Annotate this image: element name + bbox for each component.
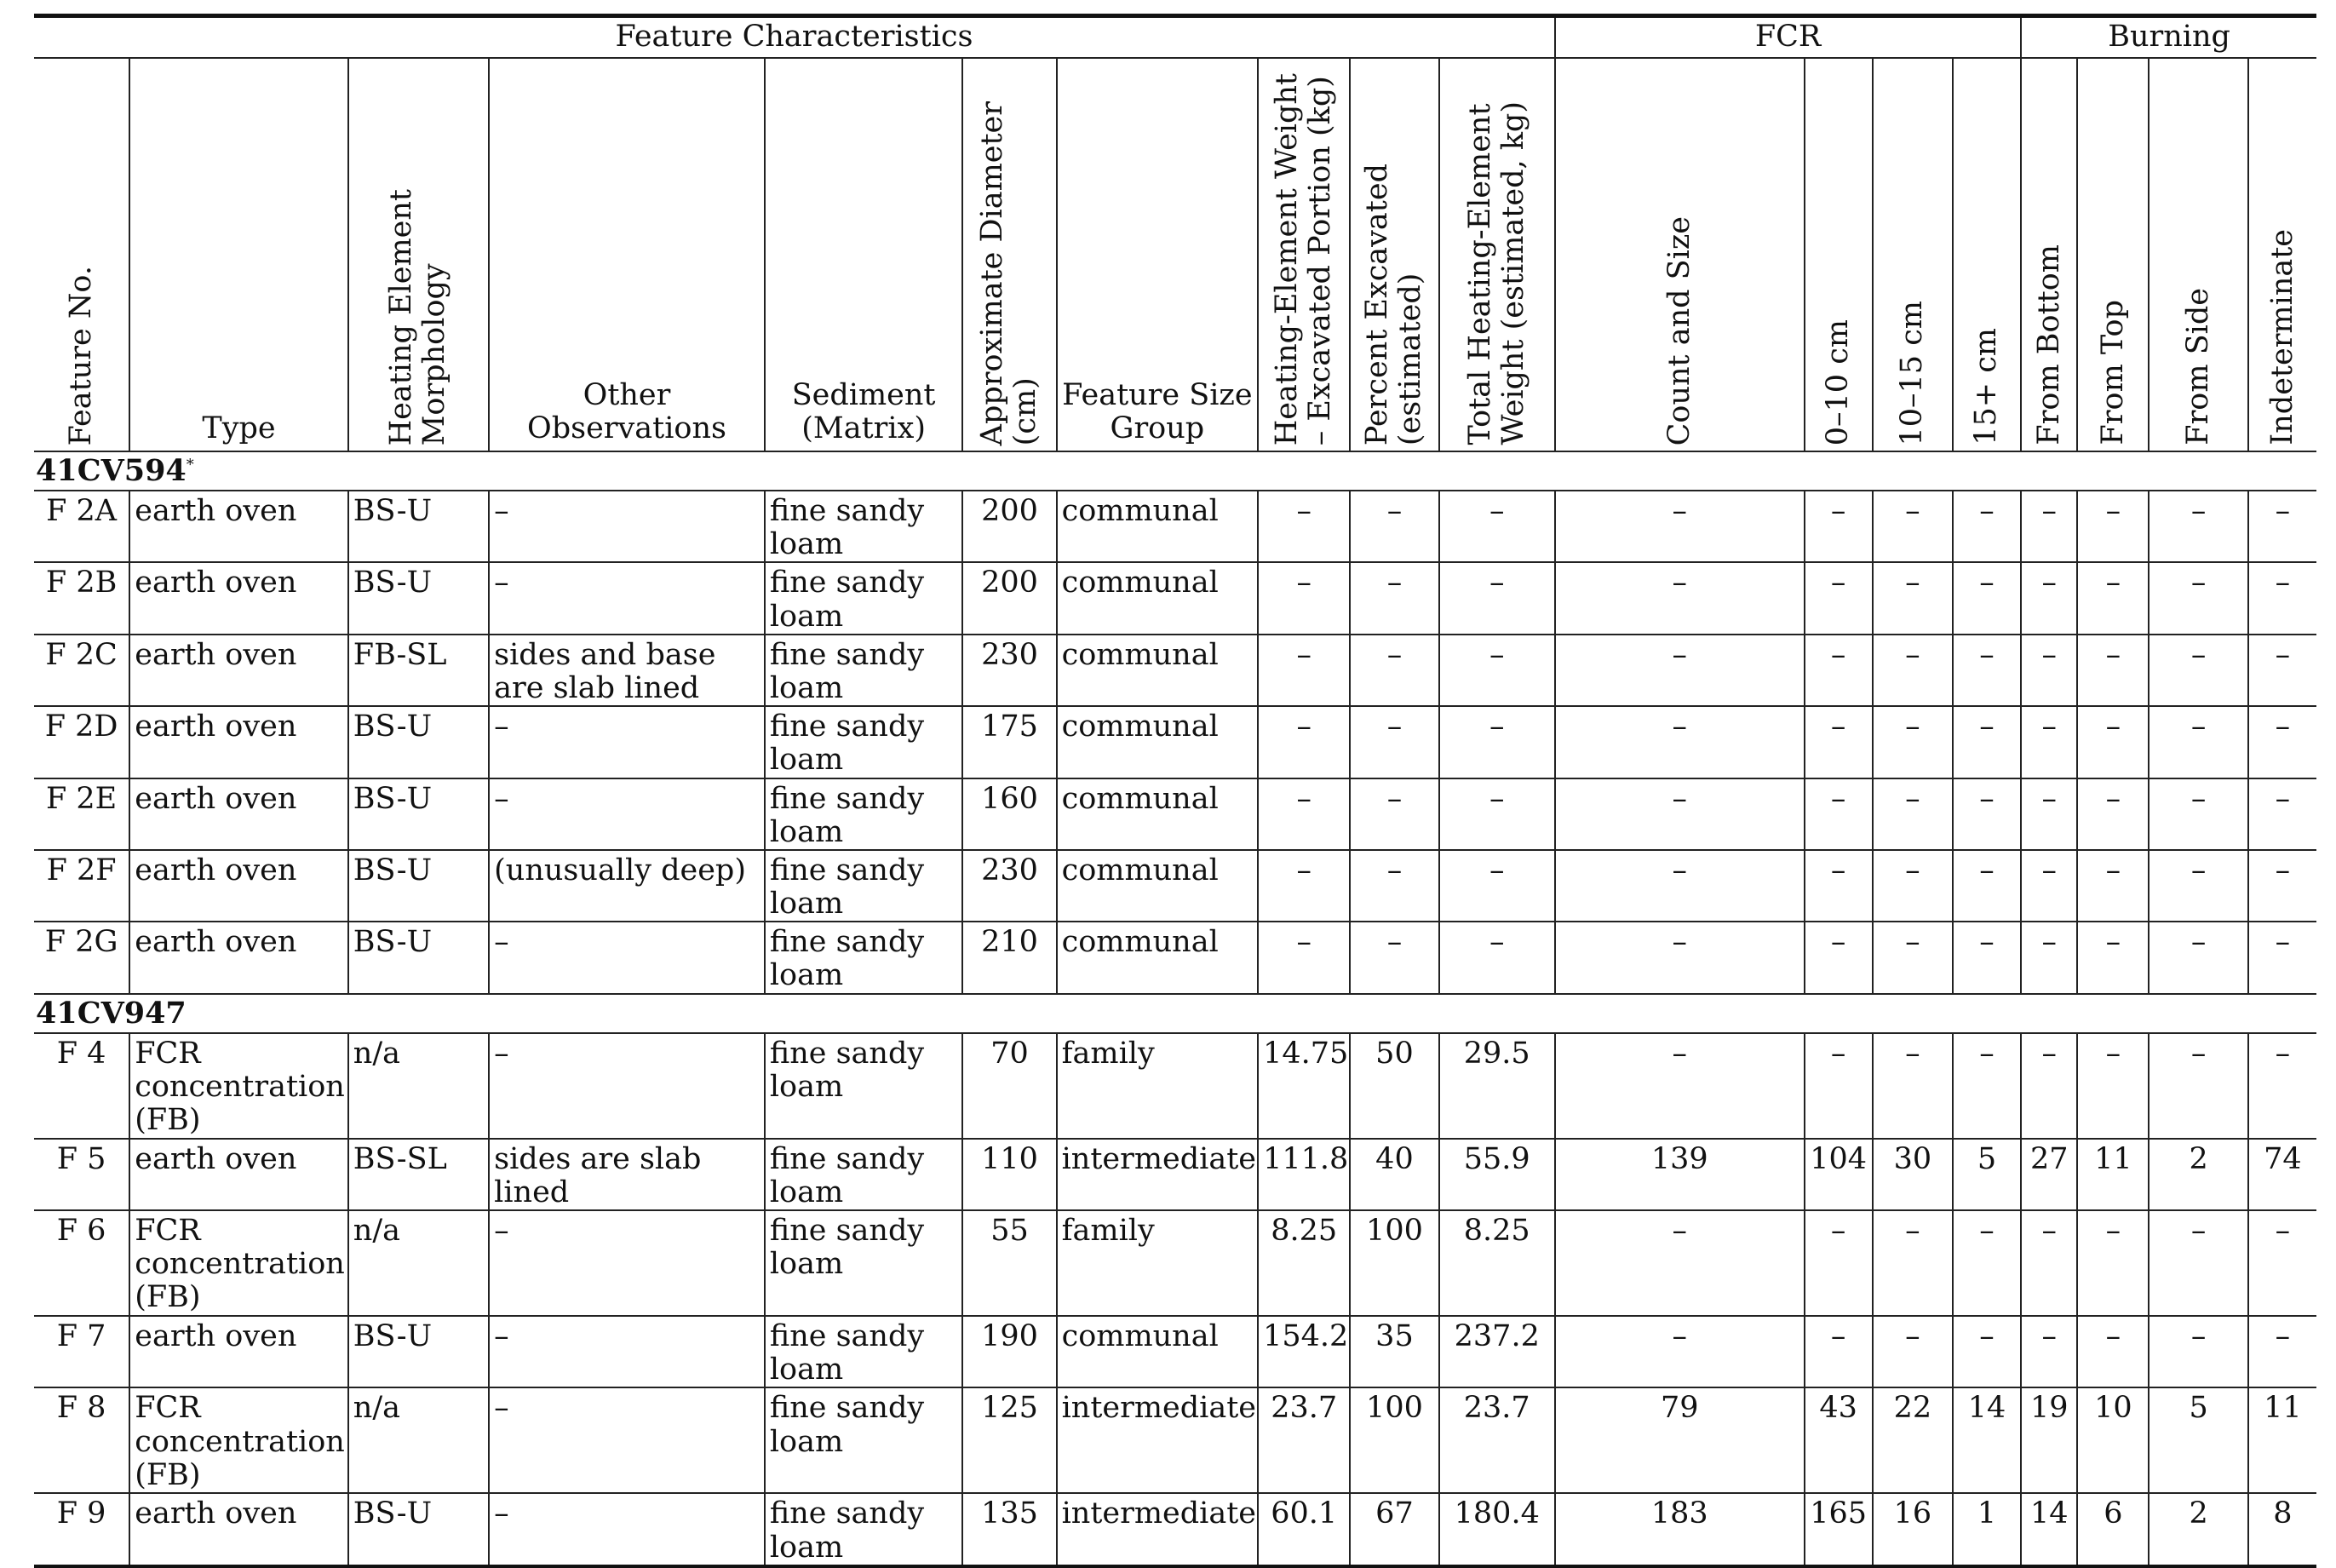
- cell-other-observations: –: [489, 1493, 765, 1565]
- cell-weight-excavated: –: [1258, 850, 1350, 922]
- cell-diameter: 230: [962, 850, 1056, 922]
- cell-0-10: –: [1805, 1210, 1873, 1316]
- table-row: [34, 706, 2316, 778]
- cell-from-bottom: 14: [2021, 1493, 2077, 1565]
- cell-count-size: –: [1555, 850, 1805, 922]
- group-fcr: FCR: [1555, 16, 2021, 59]
- cell-type: earth oven: [129, 635, 348, 706]
- cell-percent-excavated: –: [1350, 491, 1438, 562]
- cell-from-side: 2: [2149, 1493, 2247, 1565]
- cell-indeterminate: –: [2248, 491, 2316, 562]
- cell-other-observations: –: [489, 1033, 765, 1139]
- cell-0-10: –: [1805, 562, 1873, 634]
- cell-indeterminate: –: [2248, 562, 2316, 634]
- table-body: [34, 451, 2316, 1566]
- table-row: [34, 1493, 2316, 1565]
- cell-from-top: 10: [2077, 1387, 2149, 1493]
- cell-total-weight: 29.5: [1439, 1033, 1555, 1139]
- cell-from-top: –: [2077, 1033, 2149, 1139]
- cell-from-bottom: –: [2021, 778, 2077, 850]
- cell-15-plus: –: [1953, 1033, 2021, 1139]
- cell-other-observations: –: [489, 1316, 765, 1387]
- cell-other-observations: sides and base are slab lined: [489, 635, 765, 706]
- cell-15-plus: –: [1953, 922, 2021, 993]
- cell-from-side: –: [2149, 706, 2247, 778]
- cell-feature-no: F 2E: [34, 778, 129, 850]
- cell-weight-excavated: 154.2: [1258, 1316, 1350, 1387]
- cell-count-size: 79: [1555, 1387, 1805, 1493]
- cell-indeterminate: –: [2248, 922, 2316, 993]
- cell-count-size: –: [1555, 635, 1805, 706]
- cell-sediment: fine sandy loam: [765, 562, 963, 634]
- table-row: [34, 562, 2316, 634]
- cell-from-top: –: [2077, 706, 2149, 778]
- cell-feature-no: F 6: [34, 1210, 129, 1316]
- cell-type: FCR concentration (FB): [129, 1387, 348, 1493]
- cell-from-bottom: –: [2021, 706, 2077, 778]
- cell-sediment: fine sandy loam: [765, 850, 963, 922]
- cell-morphology: BS-SL: [348, 1139, 489, 1210]
- cell-10-15: –: [1873, 850, 1953, 922]
- cell-from-side: –: [2149, 1316, 2247, 1387]
- cell-morphology: BS-U: [348, 491, 489, 562]
- cell-diameter: 55: [962, 1210, 1056, 1316]
- cell-from-bottom: –: [2021, 922, 2077, 993]
- cell-size-group: communal: [1057, 706, 1259, 778]
- cell-morphology: n/a: [348, 1210, 489, 1316]
- cell-other-observations: (unusually deep): [489, 850, 765, 922]
- cell-indeterminate: –: [2248, 850, 2316, 922]
- cell-15-plus: 1: [1953, 1493, 2021, 1565]
- cell-from-top: –: [2077, 635, 2149, 706]
- col-feature-no: Feature No.: [34, 58, 129, 451]
- cell-diameter: 210: [962, 922, 1056, 993]
- cell-10-15: –: [1873, 922, 1953, 993]
- cell-size-group: communal: [1057, 922, 1259, 993]
- cell-total-weight: –: [1439, 491, 1555, 562]
- cell-10-15: –: [1873, 1033, 1953, 1139]
- cell-count-size: –: [1555, 706, 1805, 778]
- cell-from-bottom: –: [2021, 850, 2077, 922]
- cell-weight-excavated: –: [1258, 706, 1350, 778]
- cell-weight-excavated: –: [1258, 562, 1350, 634]
- cell-diameter: 160: [962, 778, 1056, 850]
- cell-from-side: –: [2149, 562, 2247, 634]
- col-from-side: From Side: [2149, 58, 2247, 451]
- cell-10-15: –: [1873, 491, 1953, 562]
- cell-size-group: intermediate: [1057, 1139, 1259, 1210]
- cell-10-15: 22: [1873, 1387, 1953, 1493]
- cell-sediment: fine sandy loam: [765, 491, 963, 562]
- cell-percent-excavated: –: [1350, 706, 1438, 778]
- col-type: Type: [129, 58, 348, 451]
- cell-feature-no: F 2D: [34, 706, 129, 778]
- cell-morphology: n/a: [348, 1387, 489, 1493]
- cell-count-size: –: [1555, 491, 1805, 562]
- cell-sediment: fine sandy loam: [765, 1316, 963, 1387]
- cell-morphology: n/a: [348, 1033, 489, 1139]
- cell-diameter: 125: [962, 1387, 1056, 1493]
- table-row: [34, 1210, 2316, 1316]
- cell-from-top: –: [2077, 850, 2149, 922]
- cell-indeterminate: 74: [2248, 1139, 2316, 1210]
- cell-size-group: communal: [1057, 562, 1259, 634]
- site-name: 41CV947: [36, 995, 187, 1031]
- cell-total-weight: –: [1439, 778, 1555, 850]
- cell-15-plus: 5: [1953, 1139, 2021, 1210]
- cell-from-top: 11: [2077, 1139, 2149, 1210]
- cell-percent-excavated: –: [1350, 778, 1438, 850]
- cell-10-15: 16: [1873, 1493, 1953, 1565]
- cell-from-side: –: [2149, 1033, 2247, 1139]
- cell-from-bottom: –: [2021, 562, 2077, 634]
- group-burning: Burning: [2021, 16, 2316, 59]
- cell-from-side: –: [2149, 491, 2247, 562]
- cell-other-observations: –: [489, 1210, 765, 1316]
- cell-diameter: 135: [962, 1493, 1056, 1565]
- cell-percent-excavated: 100: [1350, 1387, 1438, 1493]
- col-weight-excavated: Heating-Element Weight – Excavated Portion (kg): [1258, 58, 1350, 451]
- cell-from-side: –: [2149, 850, 2247, 922]
- cell-indeterminate: 8: [2248, 1493, 2316, 1565]
- table-row: [34, 1139, 2316, 1210]
- cell-from-top: –: [2077, 491, 2149, 562]
- cell-size-group: intermediate: [1057, 1493, 1259, 1565]
- feature-table: [34, 14, 2316, 1568]
- cell-morphology: BS-U: [348, 922, 489, 993]
- cell-from-bottom: –: [2021, 1316, 2077, 1387]
- cell-0-10: –: [1805, 635, 1873, 706]
- cell-type: earth oven: [129, 491, 348, 562]
- cell-count-size: 139: [1555, 1139, 1805, 1210]
- col-from-bottom: From Bottom: [2021, 58, 2077, 451]
- cell-total-weight: –: [1439, 850, 1555, 922]
- cell-0-10: 104: [1805, 1139, 1873, 1210]
- cell-from-top: –: [2077, 1210, 2149, 1316]
- cell-type: earth oven: [129, 922, 348, 993]
- cell-diameter: 110: [962, 1139, 1056, 1210]
- cell-total-weight: –: [1439, 635, 1555, 706]
- cell-10-15: –: [1873, 562, 1953, 634]
- cell-weight-excavated: 8.25: [1258, 1210, 1350, 1316]
- cell-weight-excavated: 60.1: [1258, 1493, 1350, 1565]
- cell-type: earth oven: [129, 1493, 348, 1565]
- cell-15-plus: –: [1953, 1316, 2021, 1387]
- cell-sediment: fine sandy loam: [765, 1139, 963, 1210]
- cell-type: earth oven: [129, 562, 348, 634]
- cell-feature-no: F 9: [34, 1493, 129, 1565]
- cell-15-plus: –: [1953, 635, 2021, 706]
- cell-0-10: –: [1805, 922, 1873, 993]
- cell-15-plus: –: [1953, 562, 2021, 634]
- cell-type: earth oven: [129, 1316, 348, 1387]
- col-diameter: Approximate Diameter (cm): [962, 58, 1056, 451]
- cell-other-observations: –: [489, 1387, 765, 1493]
- cell-sediment: fine sandy loam: [765, 1493, 963, 1565]
- cell-count-size: –: [1555, 1033, 1805, 1139]
- cell-size-group: communal: [1057, 635, 1259, 706]
- cell-from-side: –: [2149, 635, 2247, 706]
- cell-size-group: communal: [1057, 1316, 1259, 1387]
- cell-10-15: –: [1873, 706, 1953, 778]
- cell-15-plus: –: [1953, 850, 2021, 922]
- cell-from-side: 5: [2149, 1387, 2247, 1493]
- cell-size-group: communal: [1057, 850, 1259, 922]
- col-morphology: Heating Element Morphology: [348, 58, 489, 451]
- cell-10-15: –: [1873, 635, 1953, 706]
- col-percent-excavated: Percent Excavated (estimated): [1350, 58, 1438, 451]
- cell-15-plus: –: [1953, 706, 2021, 778]
- col-other-observations: Other Observations: [489, 58, 765, 451]
- cell-feature-no: F 2F: [34, 850, 129, 922]
- cell-feature-no: F 2C: [34, 635, 129, 706]
- cell-sediment: fine sandy loam: [765, 922, 963, 993]
- site-name: 41CV594: [36, 453, 187, 488]
- cell-size-group: intermediate: [1057, 1387, 1259, 1493]
- cell-total-weight: –: [1439, 706, 1555, 778]
- cell-morphology: BS-U: [348, 1316, 489, 1387]
- cell-other-observations: –: [489, 922, 765, 993]
- cell-weight-excavated: 14.75: [1258, 1033, 1350, 1139]
- cell-from-bottom: –: [2021, 491, 2077, 562]
- cell-weight-excavated: –: [1258, 491, 1350, 562]
- group-feature-characteristics: Feature Characteristics: [34, 16, 1555, 59]
- cell-sediment: fine sandy loam: [765, 1210, 963, 1316]
- cell-size-group: communal: [1057, 491, 1259, 562]
- cell-count-size: –: [1555, 922, 1805, 993]
- col-from-top: From Top: [2077, 58, 2149, 451]
- cell-indeterminate: –: [2248, 706, 2316, 778]
- cell-indeterminate: –: [2248, 778, 2316, 850]
- cell-15-plus: 14: [1953, 1387, 2021, 1493]
- cell-diameter: 190: [962, 1316, 1056, 1387]
- cell-from-side: –: [2149, 922, 2247, 993]
- cell-size-group: family: [1057, 1210, 1259, 1316]
- cell-from-bottom: –: [2021, 1210, 2077, 1316]
- cell-0-10: 165: [1805, 1493, 1873, 1565]
- cell-from-top: 6: [2077, 1493, 2149, 1565]
- table-row: [34, 922, 2316, 993]
- cell-from-top: –: [2077, 1316, 2149, 1387]
- cell-from-bottom: 27: [2021, 1139, 2077, 1210]
- cell-10-15: –: [1873, 1210, 1953, 1316]
- cell-percent-excavated: –: [1350, 635, 1438, 706]
- cell-diameter: 70: [962, 1033, 1056, 1139]
- site-heading-row: [34, 451, 2316, 491]
- cell-total-weight: 55.9: [1439, 1139, 1555, 1210]
- cell-weight-excavated: –: [1258, 778, 1350, 850]
- cell-type: FCR concentration (FB): [129, 1210, 348, 1316]
- col-indeterminate: Indeterminate: [2248, 58, 2316, 451]
- cell-diameter: 200: [962, 491, 1056, 562]
- cell-10-15: –: [1873, 1316, 1953, 1387]
- cell-0-10: –: [1805, 1316, 1873, 1387]
- cell-morphology: BS-U: [348, 778, 489, 850]
- cell-10-15: 30: [1873, 1139, 1953, 1210]
- cell-other-observations: –: [489, 562, 765, 634]
- table-row: [34, 1316, 2316, 1387]
- table-row: [34, 850, 2316, 922]
- col-10-15: 10–15 cm: [1873, 58, 1953, 451]
- col-total-weight: Total Heating-Element Weight (estimated, kg): [1439, 58, 1555, 451]
- cell-total-weight: 237.2: [1439, 1316, 1555, 1387]
- cell-size-group: family: [1057, 1033, 1259, 1139]
- cell-other-observations: –: [489, 778, 765, 850]
- col-sediment: Sediment (Matrix): [765, 58, 963, 451]
- cell-0-10: 43: [1805, 1387, 1873, 1493]
- cell-type: FCR concentration (FB): [129, 1033, 348, 1139]
- cell-feature-no: F 2A: [34, 491, 129, 562]
- cell-count-size: –: [1555, 1210, 1805, 1316]
- cell-weight-excavated: 111.8: [1258, 1139, 1350, 1210]
- cell-count-size: –: [1555, 562, 1805, 634]
- cell-indeterminate: –: [2248, 635, 2316, 706]
- cell-0-10: –: [1805, 1033, 1873, 1139]
- cell-percent-excavated: 67: [1350, 1493, 1438, 1565]
- cell-from-top: –: [2077, 562, 2149, 634]
- cell-type: earth oven: [129, 850, 348, 922]
- table-row: [34, 491, 2316, 562]
- cell-diameter: 175: [962, 706, 1056, 778]
- cell-from-bottom: –: [2021, 635, 2077, 706]
- cell-total-weight: –: [1439, 922, 1555, 993]
- cell-total-weight: –: [1439, 562, 1555, 634]
- cell-weight-excavated: 23.7: [1258, 1387, 1350, 1493]
- cell-from-side: –: [2149, 778, 2247, 850]
- table-row: [34, 1387, 2316, 1493]
- cell-sediment: fine sandy loam: [765, 706, 963, 778]
- cell-other-observations: –: [489, 706, 765, 778]
- cell-weight-excavated: –: [1258, 635, 1350, 706]
- table-header: [34, 16, 2316, 452]
- cell-type: earth oven: [129, 778, 348, 850]
- cell-indeterminate: –: [2248, 1210, 2316, 1316]
- cell-total-weight: 180.4: [1439, 1493, 1555, 1565]
- cell-from-top: –: [2077, 922, 2149, 993]
- cell-percent-excavated: 40: [1350, 1139, 1438, 1210]
- cell-other-observations: sides are slab lined: [489, 1139, 765, 1210]
- table-row: [34, 1033, 2316, 1139]
- site-heading: [34, 451, 2316, 491]
- cell-feature-no: F 7: [34, 1316, 129, 1387]
- cell-weight-excavated: –: [1258, 922, 1350, 993]
- cell-count-size: –: [1555, 1316, 1805, 1387]
- site-footnote-mark: *: [186, 456, 194, 474]
- cell-from-top: –: [2077, 778, 2149, 850]
- col-0-10: 0–10 cm: [1805, 58, 1873, 451]
- cell-15-plus: –: [1953, 491, 2021, 562]
- cell-feature-no: F 2B: [34, 562, 129, 634]
- col-size-group: Feature Size Group: [1057, 58, 1259, 451]
- cell-15-plus: –: [1953, 778, 2021, 850]
- cell-indeterminate: –: [2248, 1316, 2316, 1387]
- cell-0-10: –: [1805, 778, 1873, 850]
- cell-feature-no: F 4: [34, 1033, 129, 1139]
- cell-percent-excavated: 35: [1350, 1316, 1438, 1387]
- cell-from-bottom: –: [2021, 1033, 2077, 1139]
- col-15-plus: 15+ cm: [1953, 58, 2021, 451]
- cell-from-side: –: [2149, 1210, 2247, 1316]
- site-heading: [34, 994, 2316, 1033]
- cell-indeterminate: 11: [2248, 1387, 2316, 1493]
- cell-from-side: 2: [2149, 1139, 2247, 1210]
- cell-morphology: BS-U: [348, 562, 489, 634]
- cell-type: earth oven: [129, 706, 348, 778]
- cell-morphology: BS-U: [348, 706, 489, 778]
- cell-feature-no: F 8: [34, 1387, 129, 1493]
- cell-0-10: –: [1805, 706, 1873, 778]
- cell-feature-no: F 5: [34, 1139, 129, 1210]
- cell-sediment: fine sandy loam: [765, 778, 963, 850]
- site-heading-row: [34, 994, 2316, 1033]
- cell-morphology: FB-SL: [348, 635, 489, 706]
- cell-type: earth oven: [129, 1139, 348, 1210]
- cell-other-observations: –: [489, 491, 765, 562]
- cell-sediment: fine sandy loam: [765, 635, 963, 706]
- cell-morphology: BS-U: [348, 850, 489, 922]
- cell-percent-excavated: –: [1350, 922, 1438, 993]
- cell-percent-excavated: 50: [1350, 1033, 1438, 1139]
- cell-sediment: fine sandy loam: [765, 1033, 963, 1139]
- cell-total-weight: 23.7: [1439, 1387, 1555, 1493]
- cell-0-10: –: [1805, 491, 1873, 562]
- cell-percent-excavated: –: [1350, 850, 1438, 922]
- cell-diameter: 230: [962, 635, 1056, 706]
- cell-indeterminate: –: [2248, 1033, 2316, 1139]
- cell-10-15: –: [1873, 778, 1953, 850]
- cell-15-plus: –: [1953, 1210, 2021, 1316]
- cell-percent-excavated: –: [1350, 562, 1438, 634]
- cell-count-size: –: [1555, 778, 1805, 850]
- cell-count-size: 183: [1555, 1493, 1805, 1565]
- col-count-size: Count and Size: [1555, 58, 1805, 451]
- cell-feature-no: F 2G: [34, 922, 129, 993]
- cell-diameter: 200: [962, 562, 1056, 634]
- cell-percent-excavated: 100: [1350, 1210, 1438, 1316]
- cell-sediment: fine sandy loam: [765, 1387, 963, 1493]
- cell-size-group: communal: [1057, 778, 1259, 850]
- cell-from-bottom: 19: [2021, 1387, 2077, 1493]
- cell-total-weight: 8.25: [1439, 1210, 1555, 1316]
- table-row: [34, 635, 2316, 706]
- table-row: [34, 778, 2316, 850]
- cell-morphology: BS-U: [348, 1493, 489, 1565]
- cell-0-10: –: [1805, 850, 1873, 922]
